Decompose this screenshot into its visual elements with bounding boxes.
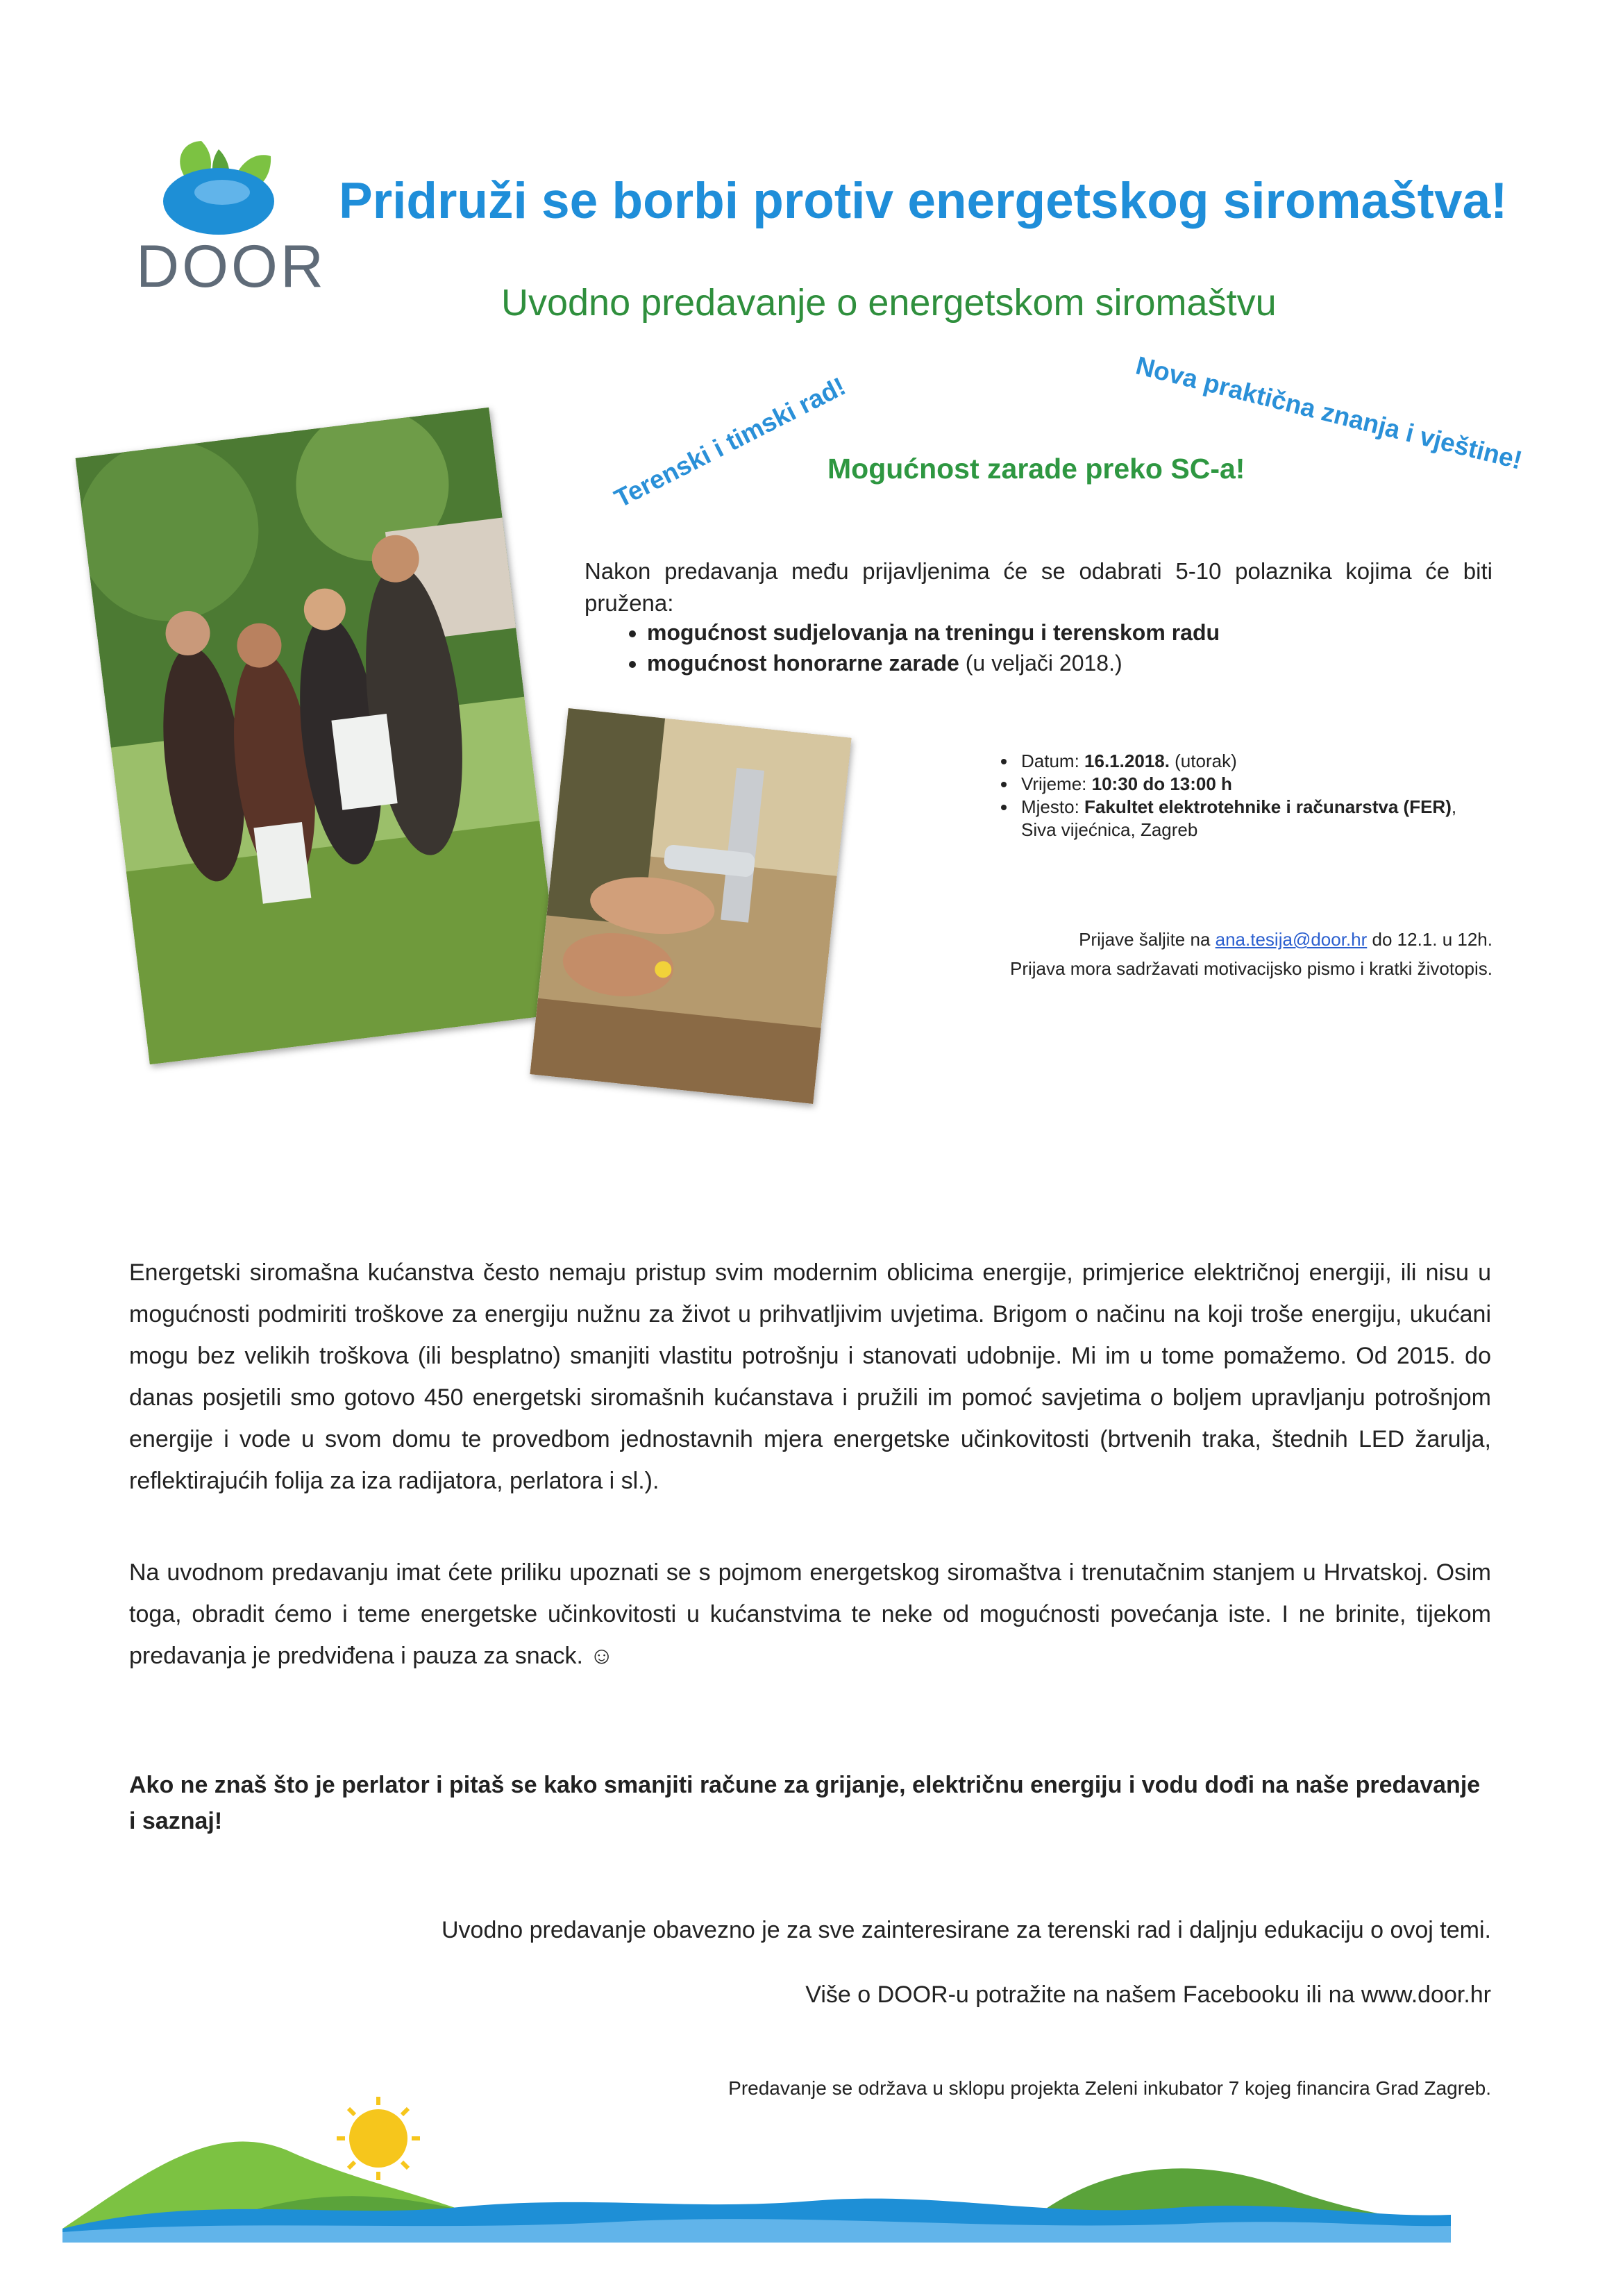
place-value: Fakultet elektrotehnike i računarstva (FER) <box>1084 796 1452 817</box>
detail-place <box>1017 796 1531 841</box>
slogan-new-skills: Nova praktična znanja i vještine! <box>1133 351 1525 475</box>
benefit-earnings-note: (u veljači 2018.) <box>959 651 1122 676</box>
date-label: Datum: <box>1021 751 1085 771</box>
call-to-action: Ako ne znaš što je perlator i pitaš se kako smanjiti račune za grijanje, električnu energiju i vodu dođi na naše predavanje i saznaj! <box>129 1772 1481 1834</box>
footer-line-project: Predavanje se održava u sklopu projekta Zeleni inkubator 7 kojeg financira Grad Zagreb. <box>728 2077 1491 2099</box>
benefit-training: mogućnost sudjelovanja na treningu i terenskom radu <box>647 620 1220 645</box>
footer-line-mandatory: Uvodno predavanje obavezno je za sve zainteresirane za terenski rad i daljnju edukaciju o ovoj temi. <box>442 1917 1491 1943</box>
place-line2: Siva vijećnica, Zagreb <box>1021 819 1198 840</box>
landscape-illustration <box>62 2090 1451 2243</box>
benefits-list <box>619 617 1220 678</box>
group-photo <box>76 408 564 1065</box>
date-suffix: (utorak) <box>1169 751 1237 771</box>
body-paragraph-2: Na uvodnom predavanju imat ćete priliku upoznati se s pojmom energetskog siromaštva i trenutačnim stanjem u Hrvatskoj. Osim toga, obradit ćemo i teme energetske učinkovitosti u kućanstvima te neke od mogućnosti povećanja iste. I ne brinite, tijekom predavanja je predviđena i pauza za snack. ☺ <box>129 1559 1491 1669</box>
time-value: 10:30 do 13:00 h <box>1091 773 1232 794</box>
footer-line-more-info: Više o DOOR-u potražite na našem Facebooku ili na www.door.hr <box>805 1981 1491 2008</box>
page-subtitle: Uvodno predavanje o energetskom siromaštvu <box>501 282 1277 324</box>
registration-line-1 <box>902 925 1492 954</box>
registration-deadline: do 12.1. u 12h. <box>1367 929 1492 950</box>
date-value: 16.1.2018. <box>1084 751 1170 771</box>
intro-text: Nakon predavanja među prijavljenima će se odabrati 5-10 polaznika kojima će biti pružena: <box>585 558 1492 616</box>
sun-icon <box>337 2097 420 2180</box>
faucet-photo <box>530 708 851 1104</box>
benefit-earnings: mogućnost honorarne zarade <box>647 651 959 676</box>
detail-date <box>1017 750 1531 773</box>
registration-info <box>902 925 1492 983</box>
place-suffix: , <box>1451 796 1457 817</box>
registration-email-link[interactable]: ana.tesija@door.hr <box>1215 929 1368 950</box>
door-logo-icon <box>153 135 285 240</box>
body-paragraph-1: Energetski siromašna kućanstva često nemaju pristup svim modernim oblicima energije, primjerice električnoj energiji, ili nisu u mogućnosti podmiriti troškove za energiju nužnu za život u prihvatljivim uvjetima. Brigom o načinu na koji troše energiju, ukućani mogu bez velikih troškova (ili besplatno) smanjiti vlastitu potrošnju i stanovati udobnije. Mi im u tome pomažemo. Od 2015. do danas posjetili smo gotovo 450 energetski siromašnih kućanstava i pružili im pomoć savjetima o boljem upravljanju potrošnjom energije i vode u svom domu te provedbom jednostavnih mjera energetske učinkovitosti (brtvenih traka, štednih LED žarulja, reflektirajućih folija za iza radijatora, perlatora i sl.). <box>129 1259 1491 1494</box>
slogan-earnings: Mogućnost zarade preko SC-a! <box>827 453 1245 485</box>
event-details-list <box>986 750 1531 841</box>
detail-time <box>1017 773 1531 796</box>
registration-requirements: Prijava mora sadržavati motivacijsko pismo i kratki životopis. <box>1010 958 1492 979</box>
logo-text: DOOR <box>136 233 326 300</box>
time-label: Vrijeme: <box>1021 773 1092 794</box>
list-item <box>647 617 1220 648</box>
place-label: Mjesto: <box>1021 796 1085 817</box>
slogan-fieldwork: Terenski i timski rad! <box>609 371 850 513</box>
list-item <box>647 648 1220 678</box>
registration-prefix: Prijave šaljite na <box>1079 929 1216 950</box>
page-title: Pridruži se borbi protiv energetskog siromaštva! <box>339 173 1508 229</box>
